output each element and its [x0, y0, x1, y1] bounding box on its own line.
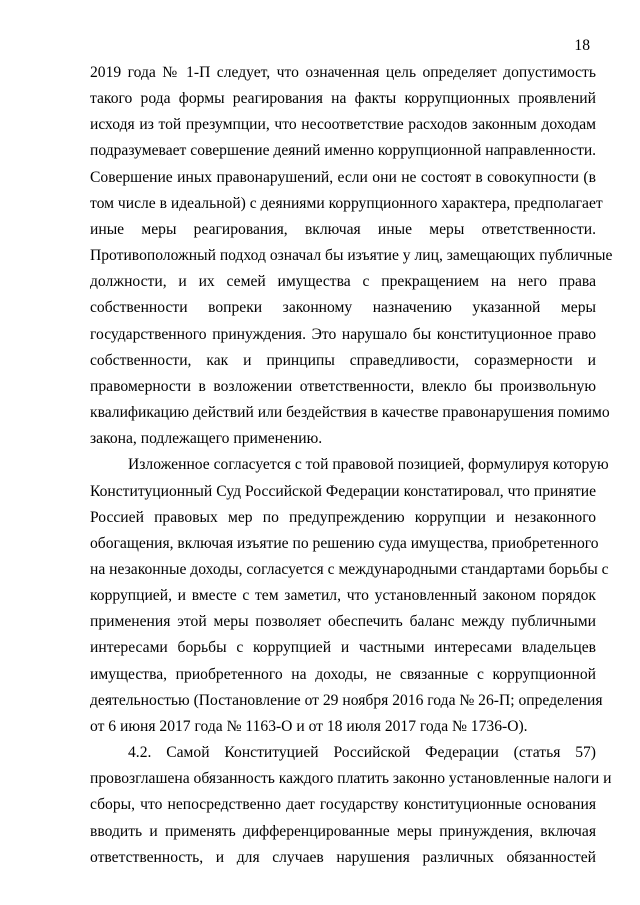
text-line: квалификацию действий или бездействия в качестве правонарушения помимо — [90, 404, 610, 422]
paragraph — [90, 452, 609, 740]
page-number: 18 — [574, 37, 590, 54]
text-line: 4.2. Самой Конституцией Российской Федерации (статья 57) — [128, 744, 596, 762]
text-line: 2019 года № 1-П следует, что означенная цель определяет допустимость — [90, 64, 596, 81]
text-line: собственности вопреки законному назначению указанной меры — [90, 299, 596, 317]
text-line: государственного принуждения. Это нарушало бы конституционное право — [90, 325, 596, 343]
text-line: Совершение иных правонарушений, если они не состоят в совокупности (в — [90, 168, 596, 186]
document-body — [90, 60, 613, 871]
text-line: правомерности в возложении ответственности, влекло бы произвольную — [90, 377, 596, 395]
text-line: применения этой меры позволяет обеспечить баланс между публичными — [90, 613, 596, 631]
text-line: на незаконные доходы, согласуется с международными стандартами борьбы с — [90, 560, 609, 578]
text-line: такого рода формы реагирования на факты коррупционных проявлений — [90, 90, 596, 108]
text-line: ответственность, и для случаев нарушения различных обязанностей — [90, 848, 596, 866]
text-line: закона, подлежащего применению. — [90, 430, 323, 448]
text-line: интересами борьбы с коррупцией и частными интересами владельцев — [90, 639, 596, 657]
paragraph — [90, 60, 613, 452]
text-line: провозглашена обязанность каждого платить законно установленные налоги и — [90, 770, 612, 788]
text-line: Конституционный Суд Российской Федерации констатировал, что принятие — [90, 482, 596, 500]
text-line: обогащения, включая изъятие по решению суда имущества, приобретенного — [90, 534, 599, 552]
text-line: иные меры реагирования, включая иные меры ответственности. — [90, 220, 596, 238]
text-line: том числе в идеальной) с деяниями коррупционного характера, предполагает — [90, 194, 603, 212]
text-line: Изложенное согласуется с той правовой позицией, формулируя которую — [128, 456, 609, 474]
text-line: должности, и их семей имущества с прекращением на него права — [90, 273, 596, 291]
text-line: Противоположный подход означал бы изъятие у лиц, замещающих публичные — [90, 247, 613, 265]
text-line: деятельностью (Постановление от 29 ноября 2016 года № 26-П; определения — [90, 691, 603, 709]
text-line: от 6 июня 2017 года № 1163-О и от 18 июля 2017 года № 1736-О). — [90, 717, 528, 735]
text-line: подразумевает совершение деяний именно коррупционной направленности. — [90, 142, 597, 160]
text-line: собственности, как и принципы справедливости, соразмерности и — [90, 351, 596, 369]
text-line: коррупцией, и вместе с тем заметил, что установленный законом порядок — [90, 587, 596, 605]
text-line: имущества, приобретенного на доходы, не связанные с коррупционной — [90, 665, 596, 683]
text-line: сборы, что непосредственно дает государству конституционные основания — [90, 796, 596, 814]
paragraph — [90, 740, 612, 871]
text-line: вводить и применять дифференцированные меры принуждения, включая — [90, 822, 596, 840]
text-line: Россией правовых мер по предупреждению коррупции и незаконного — [90, 508, 596, 526]
text-line: исходя из той презумпции, что несоответствие расходов законным доходам — [90, 116, 596, 134]
